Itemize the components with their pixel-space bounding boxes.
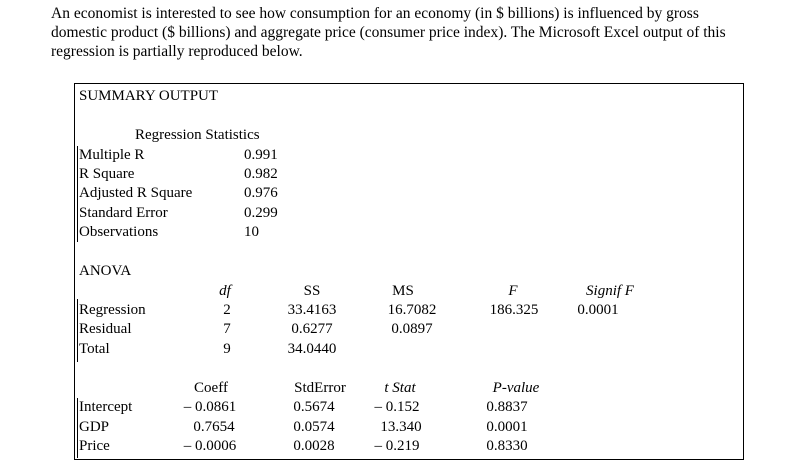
coef-coeff-gdp: 0.7654	[193, 419, 235, 435]
stat-label-standard-error: Standard Error	[79, 205, 168, 221]
anova-header-ss: SS	[303, 283, 321, 299]
anova-label-total: Total	[79, 341, 110, 357]
coef-header-stderr: StdError	[294, 380, 346, 396]
summary-title: SUMMARY OUTPUT	[79, 88, 219, 104]
coef-label-price: Price	[79, 438, 110, 454]
anova-header-df: df	[219, 283, 231, 299]
intro-paragraph: An economist is interested to see how consumption for an economy (in $ billions) is influenced by gross domestic product ($ billions) and aggregate price (consumer price index). The Microsoft Excel output of this regression is partially reproduced below.	[51, 5, 726, 60]
stat-value-multiple-r: 0.991	[244, 147, 278, 163]
coef-header-tstat: t Stat	[384, 380, 416, 396]
coef-pvalue-gdp: 0.0001	[486, 419, 528, 435]
regression-stats-rule	[77, 146, 78, 242]
coefficients-rule	[77, 398, 78, 458]
stat-value-r-square: 0.982	[244, 166, 278, 182]
anova-header-f: F	[508, 283, 518, 299]
coef-tstat-price: – 0.219	[374, 438, 420, 454]
regression-stats-heading: Regression Statistics	[135, 127, 260, 143]
stat-value-adjusted-r-square: 0.976	[244, 185, 278, 201]
stat-value-observations: 10	[244, 224, 259, 240]
coef-pvalue-price: 0.8330	[486, 438, 528, 454]
anova-df-total: 9	[223, 341, 231, 357]
stat-label-observations: Observations	[79, 224, 159, 240]
anova-ms-residual: 0.0897	[391, 321, 433, 337]
anova-ss-total: 34.0440	[287, 341, 337, 357]
anova-ss-regression: 33.4163	[287, 302, 337, 318]
stat-label-r-square: R Square	[79, 166, 135, 182]
stat-label-multiple-r: Multiple R	[79, 147, 145, 163]
anova-signif-regression: 0.0001	[577, 302, 619, 318]
coef-coeff-price: – 0.0006	[183, 438, 237, 454]
coef-pvalue-intercept: 0.8837	[486, 399, 528, 415]
coef-stderr-gdp: 0.0574	[293, 419, 335, 435]
anova-label-residual: Residual	[79, 321, 132, 337]
stat-label-adjusted-r-square: Adjusted R Square	[79, 185, 193, 201]
anova-df-residual: 7	[223, 321, 231, 337]
coef-label-gdp: GDP	[79, 419, 110, 435]
anova-label-regression: Regression	[79, 302, 146, 318]
anova-ms-regression: 16.7082	[387, 302, 437, 318]
stat-value-standard-error: 0.299	[244, 205, 278, 221]
anova-header-ms: MS	[392, 283, 414, 299]
anova-f-regression: 186.325	[489, 302, 539, 318]
coef-tstat-intercept: – 0.152	[374, 399, 420, 415]
coef-header-pvalue: P-value	[492, 380, 540, 396]
coef-coeff-intercept: – 0.0861	[183, 399, 237, 415]
anova-title: ANOVA	[79, 263, 132, 279]
coef-label-intercept: Intercept	[79, 399, 133, 415]
anova-rule	[77, 299, 78, 362]
coef-tstat-gdp: 13.340	[380, 419, 422, 435]
coef-header-coeff: Coeff	[194, 380, 228, 396]
anova-ss-residual: 0.6277	[291, 321, 333, 337]
anova-header-signif-f: Signif F	[586, 283, 634, 299]
coef-stderr-intercept: 0.5674	[293, 399, 335, 415]
coef-stderr-price: 0.0028	[293, 438, 335, 454]
anova-df-regression: 2	[223, 302, 231, 318]
